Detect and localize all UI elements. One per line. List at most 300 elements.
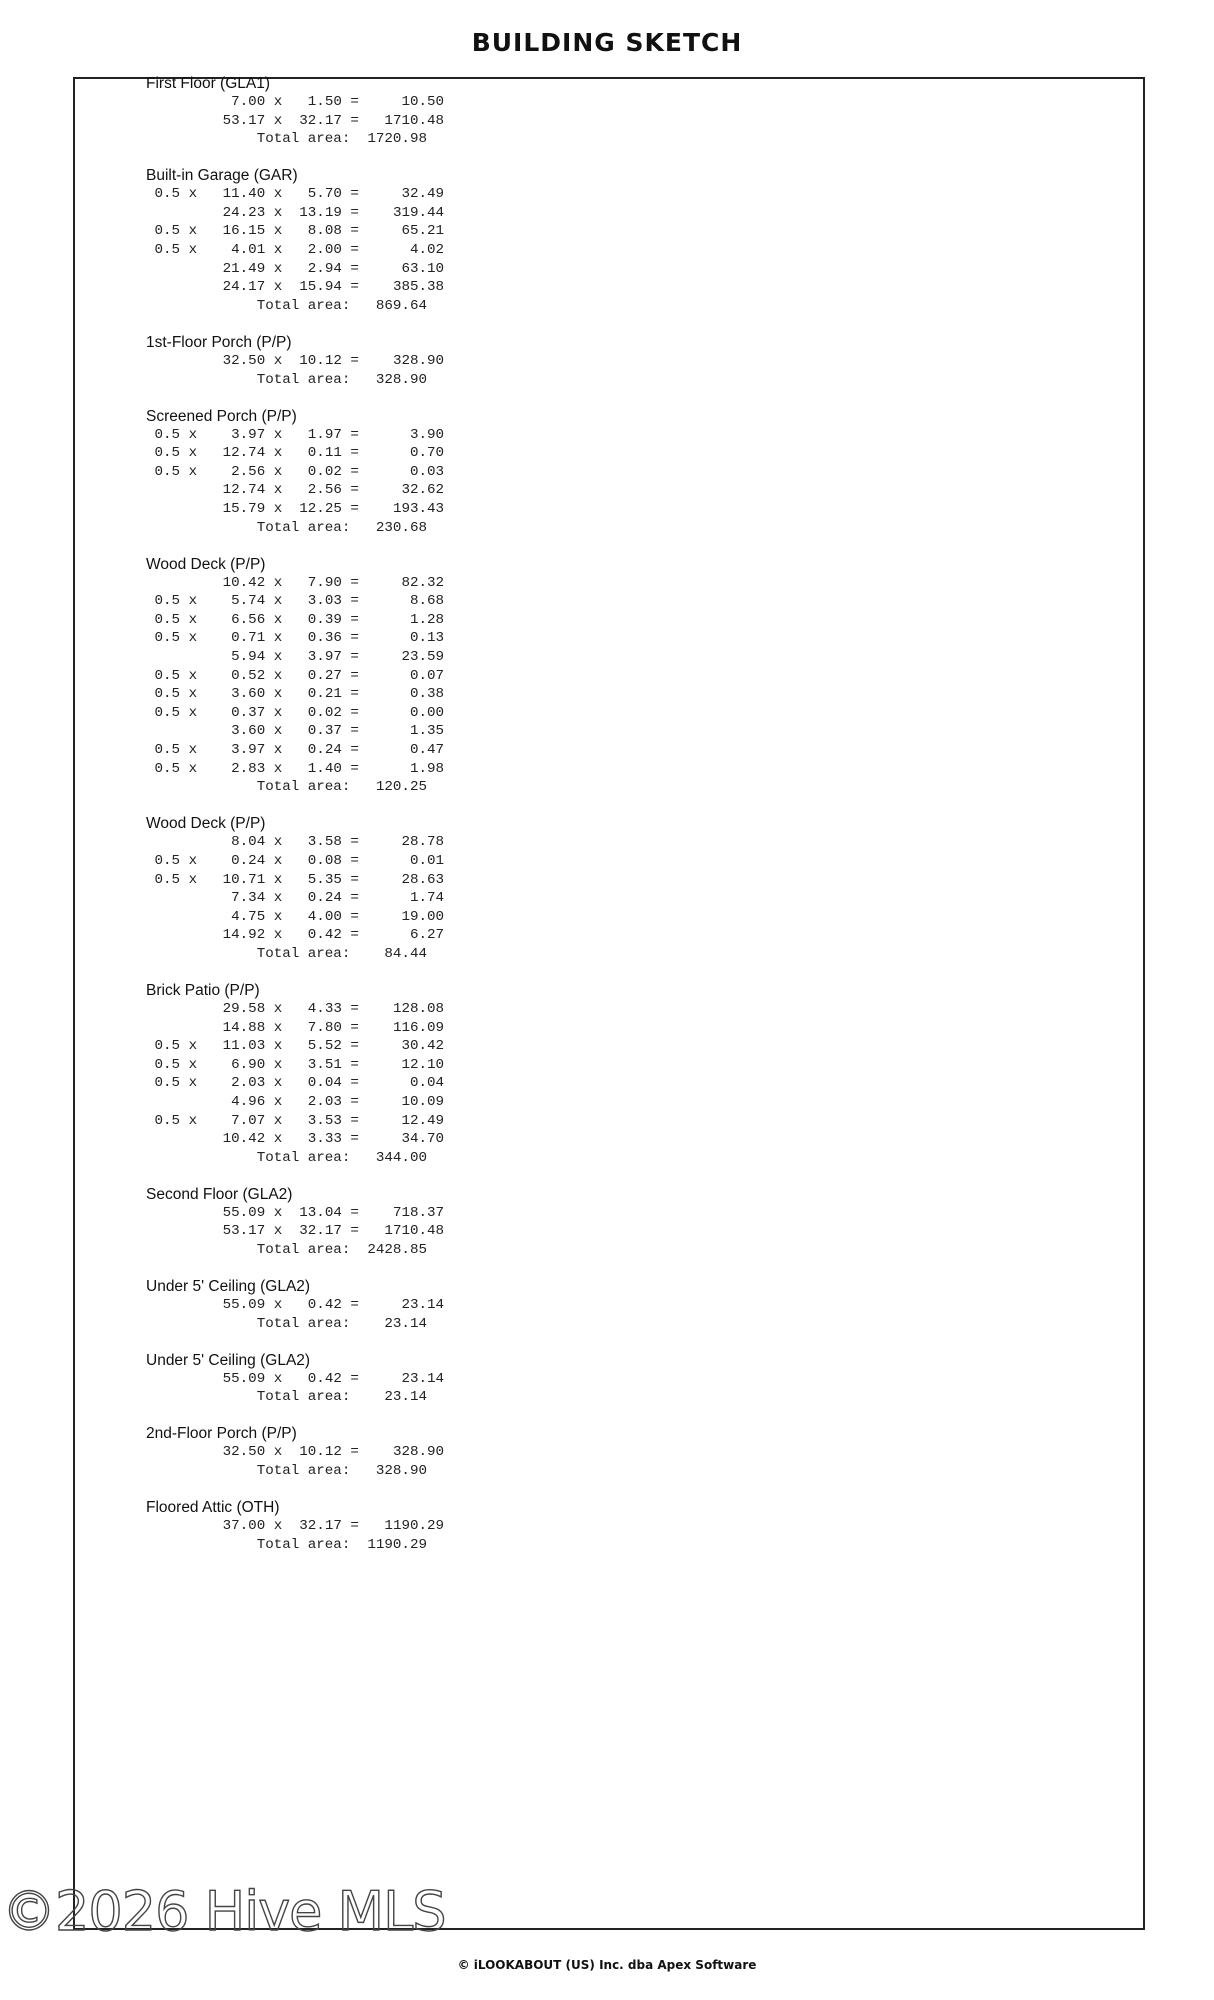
equals-sign: = <box>341 279 368 296</box>
half-factor <box>146 501 197 517</box>
times-sign: x <box>265 908 291 925</box>
dimension-b: 0.11 <box>290 445 342 462</box>
times-sign: x <box>265 1297 291 1314</box>
row-area: 19.00 <box>367 908 445 925</box>
total-row <box>146 371 646 390</box>
half-factor <box>146 723 197 739</box>
equals-sign: = <box>341 94 368 110</box>
dimension-a: 21.49 <box>197 260 266 277</box>
half-factor: 0.5 x <box>146 871 198 888</box>
times-sign: x <box>265 260 291 277</box>
total-value: 2428.85 <box>350 1242 427 1258</box>
dimension-a: 32.50 <box>197 1444 266 1461</box>
dimension-a: 5.74 <box>197 593 266 610</box>
times-sign: x <box>265 1444 291 1461</box>
dimension-a: 53.17 <box>197 112 266 129</box>
dimension-b: 0.21 <box>290 686 342 703</box>
area-section <box>146 75 646 149</box>
row-area: 23.59 <box>367 649 445 666</box>
dimension-a: 55.09 <box>197 1297 266 1314</box>
half-factor: 0.5 x <box>146 1075 198 1092</box>
total-row <box>146 130 646 149</box>
equals-sign: = <box>341 927 368 944</box>
row-area: 3.90 <box>367 426 445 443</box>
dimension-a: 11.03 <box>197 1038 266 1055</box>
dimension-b: 32.17 <box>290 1518 342 1535</box>
times-sign: x <box>265 630 291 647</box>
dimension-a: 15.79 <box>197 501 266 517</box>
total-value: 1190.29 <box>350 1536 427 1553</box>
row-area: 0.04 <box>367 1075 445 1092</box>
total-value: 1720.98 <box>350 131 427 148</box>
calculation-row <box>146 592 646 611</box>
equals-sign: = <box>341 186 368 203</box>
total-row <box>146 1388 646 1407</box>
dimension-b: 1.40 <box>290 760 342 777</box>
calculation-row <box>146 722 646 741</box>
equals-sign: = <box>341 852 368 869</box>
half-factor <box>146 890 197 906</box>
half-factor <box>146 927 197 943</box>
total-value: 23.14 <box>350 1389 427 1406</box>
dimension-b: 13.19 <box>290 204 342 221</box>
times-sign: x <box>265 1370 291 1387</box>
equals-sign: = <box>341 260 368 277</box>
dimension-b: 2.00 <box>290 242 342 259</box>
times-sign: x <box>265 279 291 296</box>
times-sign: x <box>265 593 291 610</box>
calculation-row <box>146 241 646 260</box>
equals-sign: = <box>341 1297 368 1314</box>
half-factor: 0.5 x <box>146 760 198 777</box>
section-name: Under 5' Ceiling (GLA2) <box>146 1278 311 1296</box>
row-area: 65.21 <box>367 223 445 240</box>
row-area: 32.49 <box>367 186 445 203</box>
dimension-b: 0.42 <box>290 1297 342 1314</box>
calculation-row <box>146 185 646 204</box>
dimension-a: 6.56 <box>197 611 266 628</box>
calculation-row <box>146 704 646 723</box>
copyright-footer: © iLOOKABOUT (US) Inc. dba Apex Software <box>457 1958 757 1972</box>
times-sign: x <box>265 445 291 462</box>
times-sign: x <box>265 501 291 517</box>
times-sign: x <box>265 890 291 907</box>
calculation-row <box>146 1000 646 1019</box>
total-label: Total area: <box>256 779 351 796</box>
page-title: BUILDING SKETCH <box>471 28 743 57</box>
section-name: Floored Attic (OTH) <box>146 1499 280 1517</box>
dimension-b: 1.50 <box>290 94 342 110</box>
total-spacer <box>146 131 257 147</box>
calculation-row <box>146 278 646 297</box>
equals-sign: = <box>341 760 368 777</box>
times-sign: x <box>265 704 291 721</box>
row-area: 328.90 <box>367 352 445 369</box>
dimension-b: 32.17 <box>290 112 342 129</box>
total-label: Total area: <box>256 371 351 388</box>
dimension-a: 37.00 <box>197 1518 266 1535</box>
half-factor: 0.5 x <box>146 852 198 869</box>
dimension-b: 0.08 <box>290 852 342 869</box>
half-factor: 0.5 x <box>146 186 198 203</box>
dimension-b: 5.70 <box>290 186 342 203</box>
total-value: 120.25 <box>350 779 427 796</box>
dimension-a: 12.74 <box>197 445 266 462</box>
dimension-a: 11.40 <box>197 186 266 203</box>
section-name: Screened Porch (P/P) <box>146 407 297 425</box>
half-factor <box>146 279 197 295</box>
dimension-b: 0.24 <box>290 890 342 907</box>
equals-sign: = <box>341 1075 368 1092</box>
total-label: Total area: <box>256 1536 351 1553</box>
calculation-row <box>146 1222 646 1241</box>
calculation-row <box>146 1112 646 1131</box>
row-area: 6.27 <box>367 927 445 944</box>
half-factor <box>146 205 197 221</box>
equals-sign: = <box>341 1038 368 1055</box>
dimension-a: 4.75 <box>197 908 266 925</box>
total-spacer <box>146 1463 257 1479</box>
dimension-b: 0.36 <box>290 630 342 647</box>
equals-sign: = <box>341 630 368 647</box>
calculation-row <box>146 1370 646 1389</box>
times-sign: x <box>265 649 291 666</box>
times-sign: x <box>265 1075 291 1092</box>
equals-sign: = <box>341 223 368 240</box>
calculation-row <box>146 352 646 371</box>
dimension-a: 4.01 <box>197 242 266 259</box>
total-label: Total area: <box>256 1242 351 1258</box>
times-sign: x <box>265 223 291 240</box>
dimension-a: 5.94 <box>197 649 266 666</box>
equals-sign: = <box>341 1204 368 1221</box>
total-label: Total area: <box>256 945 351 962</box>
total-row <box>146 519 646 538</box>
total-label: Total area: <box>256 1149 351 1166</box>
dimension-b: 4.33 <box>290 1000 342 1017</box>
total-label: Total area: <box>256 519 351 536</box>
equals-sign: = <box>341 1444 368 1461</box>
half-factor: 0.5 x <box>146 242 198 259</box>
equals-sign: = <box>341 112 368 129</box>
equals-sign: = <box>341 501 368 517</box>
dimension-b: 0.42 <box>290 927 342 944</box>
half-factor: 0.5 x <box>146 611 198 628</box>
row-area: 0.03 <box>367 463 445 480</box>
calculation-row <box>146 852 646 871</box>
calculation-row <box>146 926 646 945</box>
half-factor: 0.5 x <box>146 223 198 240</box>
half-factor: 0.5 x <box>146 426 198 443</box>
row-area: 0.38 <box>367 686 445 703</box>
dimension-b: 7.90 <box>290 574 342 591</box>
dimension-b: 8.08 <box>290 223 342 240</box>
equals-sign: = <box>341 482 368 499</box>
equals-sign: = <box>341 593 368 610</box>
dimension-b: 13.04 <box>290 1204 342 1221</box>
calculation-row <box>146 222 646 241</box>
row-area: 28.78 <box>367 834 445 851</box>
row-area: 718.37 <box>367 1204 445 1221</box>
total-row <box>146 945 646 964</box>
dimension-a: 0.37 <box>197 704 266 721</box>
calculation-row <box>146 93 646 112</box>
times-sign: x <box>265 1019 291 1036</box>
area-section <box>146 982 646 1167</box>
area-section <box>146 408 646 538</box>
dimension-a: 10.42 <box>197 1131 266 1148</box>
equals-sign: = <box>341 890 368 907</box>
total-label: Total area: <box>256 1315 351 1332</box>
calculation-row <box>146 500 646 519</box>
dimension-b: 2.94 <box>290 260 342 277</box>
calculation-row <box>146 908 646 927</box>
dimension-a: 10.42 <box>197 574 266 591</box>
total-value: 23.14 <box>350 1315 427 1332</box>
calculation-row <box>146 1204 646 1223</box>
row-area: 1190.29 <box>367 1518 445 1535</box>
row-area: 10.50 <box>367 94 445 110</box>
calculation-row <box>146 629 646 648</box>
equals-sign: = <box>341 742 368 759</box>
half-factor: 0.5 x <box>146 445 198 462</box>
total-row <box>146 297 646 316</box>
total-spacer <box>146 1389 257 1405</box>
equals-sign: = <box>341 242 368 259</box>
equals-sign: = <box>341 1000 368 1017</box>
dimension-b: 10.12 <box>290 1444 342 1461</box>
area-section <box>146 334 646 389</box>
equals-sign: = <box>341 1223 368 1240</box>
total-label: Total area: <box>256 297 351 314</box>
total-spacer <box>146 520 257 536</box>
half-factor <box>146 575 197 591</box>
half-factor: 0.5 x <box>146 463 198 480</box>
half-factor <box>146 1205 197 1221</box>
times-sign: x <box>265 723 291 740</box>
calculation-row <box>146 481 646 500</box>
times-sign: x <box>265 1000 291 1017</box>
total-label: Total area: <box>256 1389 351 1406</box>
dimension-a: 7.07 <box>197 1112 266 1129</box>
half-factor <box>146 1297 197 1313</box>
dimension-b: 0.04 <box>290 1075 342 1092</box>
half-factor: 0.5 x <box>146 630 198 647</box>
times-sign: x <box>265 204 291 221</box>
section-name: First Floor (GLA1) <box>146 75 271 92</box>
total-value: 869.64 <box>350 297 427 314</box>
equals-sign: = <box>341 1518 368 1535</box>
total-value: 328.90 <box>350 371 427 388</box>
dimension-a: 3.60 <box>197 686 266 703</box>
row-area: 63.10 <box>367 260 445 277</box>
area-section <box>146 556 646 797</box>
total-spacer <box>146 298 257 314</box>
dimension-b: 32.17 <box>290 1223 342 1240</box>
calculation-row <box>146 260 646 279</box>
total-row <box>146 1149 646 1168</box>
total-row <box>146 1462 646 1481</box>
times-sign: x <box>265 112 291 129</box>
dimension-a: 0.24 <box>197 852 266 869</box>
half-factor: 0.5 x <box>146 704 198 721</box>
calculation-row <box>146 1093 646 1112</box>
half-factor <box>146 482 197 498</box>
equals-sign: = <box>341 204 368 221</box>
row-area: 8.68 <box>367 593 445 610</box>
half-factor: 0.5 x <box>146 1038 198 1055</box>
dimension-b: 3.97 <box>290 649 342 666</box>
dimension-b: 0.24 <box>290 742 342 759</box>
times-sign: x <box>265 927 291 944</box>
calculation-row <box>146 1019 646 1038</box>
times-sign: x <box>265 482 291 499</box>
total-row <box>146 778 646 797</box>
dimension-a: 3.60 <box>197 723 266 740</box>
half-factor <box>146 261 197 277</box>
row-area: 0.70 <box>367 445 445 462</box>
total-label: Total area: <box>256 1463 351 1480</box>
calculation-row <box>146 204 646 223</box>
half-factor: 0.5 x <box>146 1056 198 1073</box>
equals-sign: = <box>341 1112 368 1129</box>
row-area: 128.08 <box>367 1000 445 1017</box>
section-name: Wood Deck (P/P) <box>146 555 266 573</box>
calculation-row <box>146 871 646 890</box>
total-value: 344.00 <box>350 1149 427 1166</box>
section-name: Brick Patio (P/P) <box>146 981 260 999</box>
times-sign: x <box>265 1204 291 1221</box>
dimension-b: 3.51 <box>290 1056 342 1073</box>
dimension-b: 0.02 <box>290 463 342 480</box>
dimension-b: 2.03 <box>290 1093 342 1110</box>
total-spacer <box>146 779 257 795</box>
equals-sign: = <box>341 686 368 703</box>
section-name: Wood Deck (P/P) <box>146 815 266 833</box>
calculation-row <box>146 667 646 686</box>
row-area: 328.90 <box>367 1444 445 1461</box>
half-factor <box>146 353 197 369</box>
area-section <box>146 1352 646 1407</box>
dimension-b: 10.12 <box>290 352 342 369</box>
half-factor <box>146 834 197 850</box>
half-factor <box>146 1001 197 1017</box>
calculation-row <box>146 741 646 760</box>
row-area: 0.07 <box>367 667 445 684</box>
row-area: 116.09 <box>367 1019 445 1036</box>
dimension-b: 0.39 <box>290 611 342 628</box>
row-area: 23.14 <box>367 1370 445 1387</box>
row-area: 12.49 <box>367 1112 445 1129</box>
half-factor <box>146 1131 197 1147</box>
half-factor <box>146 649 197 665</box>
equals-sign: = <box>341 649 368 666</box>
dimension-b: 0.42 <box>290 1370 342 1387</box>
equals-sign: = <box>341 908 368 925</box>
row-area: 193.43 <box>367 501 445 517</box>
calculation-row <box>146 426 646 445</box>
times-sign: x <box>265 834 291 851</box>
equals-sign: = <box>341 723 368 740</box>
dimension-a: 55.09 <box>197 1370 266 1387</box>
half-factor <box>146 1094 197 1110</box>
half-factor: 0.5 x <box>146 593 198 610</box>
row-area: 319.44 <box>367 204 445 221</box>
dimension-a: 10.71 <box>197 871 266 888</box>
row-area: 1.28 <box>367 611 445 628</box>
dimension-a: 55.09 <box>197 1204 266 1221</box>
half-factor: 0.5 x <box>146 686 198 703</box>
calculation-row <box>146 1296 646 1315</box>
times-sign: x <box>265 574 291 591</box>
times-sign: x <box>265 1518 291 1535</box>
half-factor <box>146 1444 197 1460</box>
equals-sign: = <box>341 704 368 721</box>
equals-sign: = <box>341 445 368 462</box>
area-section <box>146 815 646 963</box>
dimension-b: 5.52 <box>290 1038 342 1055</box>
total-row <box>146 1536 646 1555</box>
dimension-a: 2.03 <box>197 1075 266 1092</box>
dimension-b: 0.37 <box>290 723 342 740</box>
equals-sign: = <box>341 834 368 851</box>
section-name: Under 5' Ceiling (GLA2) <box>146 1351 311 1369</box>
row-area: 23.14 <box>367 1297 445 1314</box>
dimension-a: 14.92 <box>197 927 266 944</box>
times-sign: x <box>265 94 291 110</box>
times-sign: x <box>265 463 291 480</box>
row-area: 1710.48 <box>367 112 445 129</box>
times-sign: x <box>265 742 291 759</box>
row-area: 12.10 <box>367 1056 445 1073</box>
times-sign: x <box>265 186 291 203</box>
row-area: 1.35 <box>367 723 445 740</box>
section-name: 2nd-Floor Porch (P/P) <box>146 1425 297 1443</box>
dimension-a: 3.97 <box>197 742 266 759</box>
dimension-b: 3.33 <box>290 1131 342 1148</box>
row-area: 385.38 <box>367 279 445 296</box>
total-row <box>146 1241 646 1260</box>
dimension-a: 53.17 <box>197 1223 266 1240</box>
dimension-b: 3.53 <box>290 1112 342 1129</box>
area-section <box>146 1499 646 1554</box>
calculation-row <box>146 1056 646 1075</box>
times-sign: x <box>265 667 291 684</box>
row-area: 0.01 <box>367 852 445 869</box>
equals-sign: = <box>341 574 368 591</box>
half-factor: 0.5 x <box>146 742 198 759</box>
row-area: 10.09 <box>367 1093 445 1110</box>
row-area: 28.63 <box>367 871 445 888</box>
half-factor <box>146 1371 197 1387</box>
dimension-a: 3.97 <box>197 426 266 443</box>
area-section <box>146 1425 646 1480</box>
times-sign: x <box>265 1223 291 1240</box>
row-area: 4.02 <box>367 242 445 259</box>
dimension-a: 7.00 <box>197 94 266 110</box>
equals-sign: = <box>341 871 368 888</box>
total-row <box>146 1315 646 1334</box>
row-area: 82.32 <box>367 574 445 591</box>
total-spacer <box>146 372 257 388</box>
dimension-a: 29.58 <box>197 1000 266 1017</box>
equals-sign: = <box>341 1019 368 1036</box>
watermark: ©2026 Hive MLS <box>2 1880 446 1943</box>
calculation-row <box>146 611 646 630</box>
times-sign: x <box>265 426 291 443</box>
equals-sign: = <box>341 1056 368 1073</box>
times-sign: x <box>265 1112 291 1129</box>
